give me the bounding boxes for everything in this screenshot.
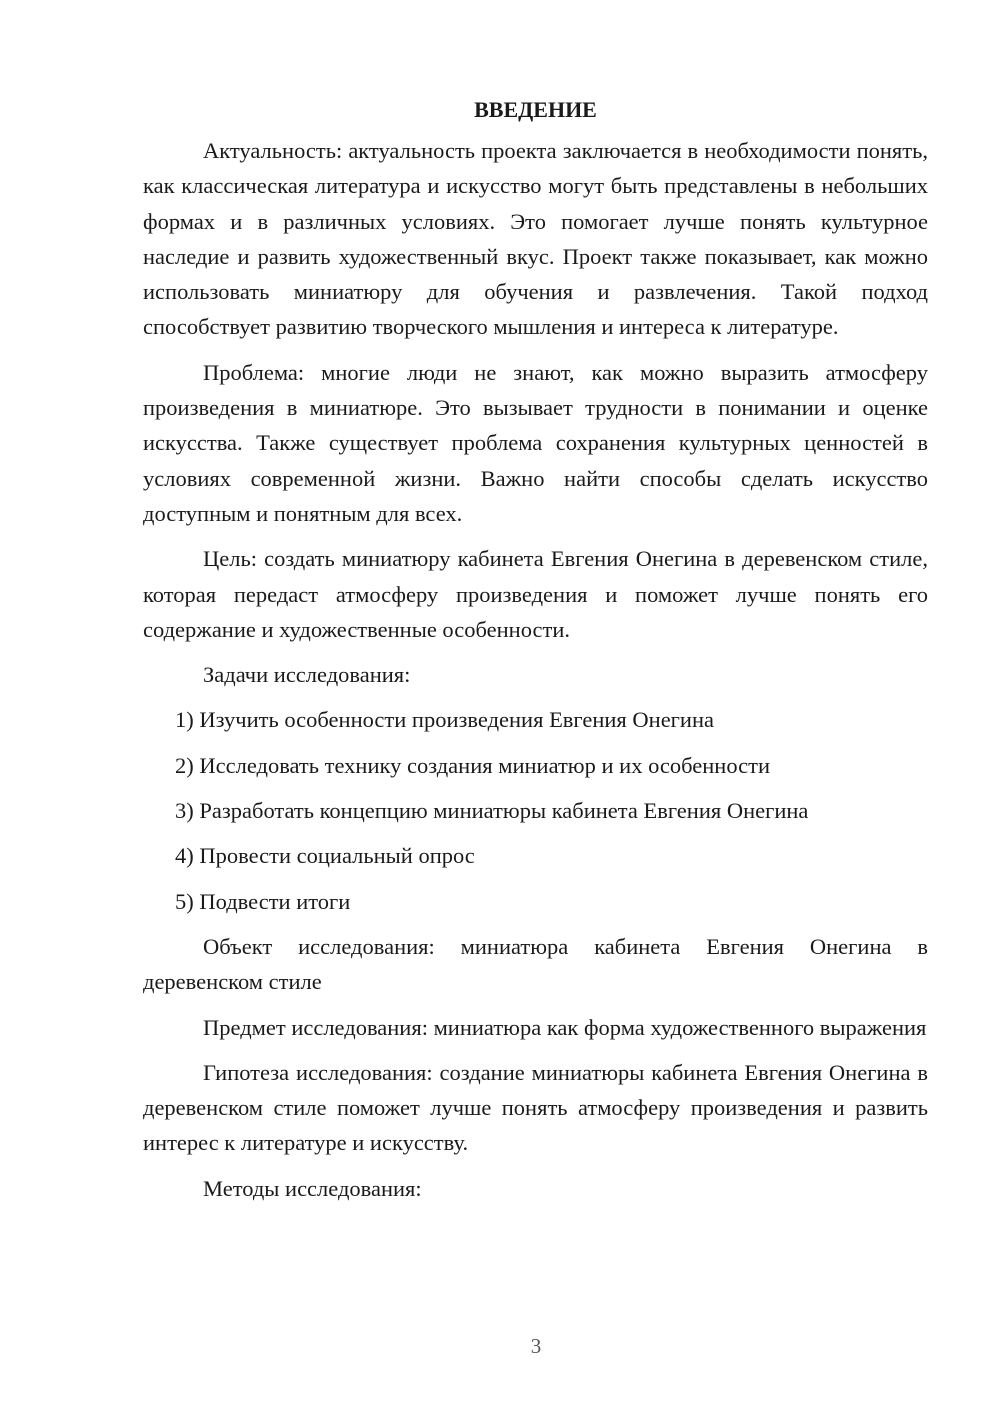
- list-item: 1) Изучить особенности произведения Евгения Онегина: [175, 707, 714, 733]
- paragraph-subject: Предмет исследования: миниатюра как форма художественного выражения: [203, 1014, 927, 1040]
- list-item: 5) Подвести итоги: [175, 888, 351, 914]
- paragraph-goal: Цель: создать миниатюру кабинета Евгения Онегина в деревенском стиле, которая передаст атмосферу произведения и поможет лучше понять его содержание и художественные особенности.: [143, 546, 928, 642]
- paragraph-problem: Проблема: многие люди не знают, как можно выразить атмосферу произведения в миниатюре. Это вызывает трудности в понимании и оценке искусства. Также существует проблема сохранения культурных ценностей в условиях современной жизни. Важно найти способы сделать искусство доступным и понятным для всех.: [143, 359, 928, 526]
- tasks-list: [143, 702, 928, 918]
- list-item: 4) Провести социальный опрос: [175, 843, 475, 869]
- paragraph-relevance: Актуальность: актуальность проекта заключается в необходимости понять, как классическая литература и искусство могут быть представлены в небольших формах и в различных условиях. Это помогает лучше понять культурное наследие и развить художественный вкус. Проект также показывает, как можно использовать миниатюру для обучения и развлечения. Такой подход способствует развитию творческого мышления и интереса к литературе.: [143, 138, 928, 340]
- paragraph-tasks-heading: Задачи исследования:: [203, 662, 411, 688]
- list-item: 3) Разработать концепцию миниатюры кабинета Евгения Онегина: [175, 798, 809, 824]
- section-title: ВВЕДЕНИЕ: [474, 97, 597, 122]
- list-item: 2) Исследовать технику создания миниатюр и их особенности: [175, 752, 771, 778]
- paragraph-methods-heading: Методы исследования:: [203, 1175, 422, 1201]
- paragraph-object: Объект исследования: миниатюра кабинета Евгения Онегина в деревенском стиле: [143, 933, 928, 995]
- page-number: 3: [530, 1334, 542, 1358]
- paragraph-hypothesis: Гипотеза исследования: создание миниатюры кабинета Евгения Онегина в деревенском стиле поможет лучше понять атмосферу произведения и развить интерес к литературе и искусству.: [143, 1059, 928, 1156]
- document-page: [143, 92, 928, 1216]
